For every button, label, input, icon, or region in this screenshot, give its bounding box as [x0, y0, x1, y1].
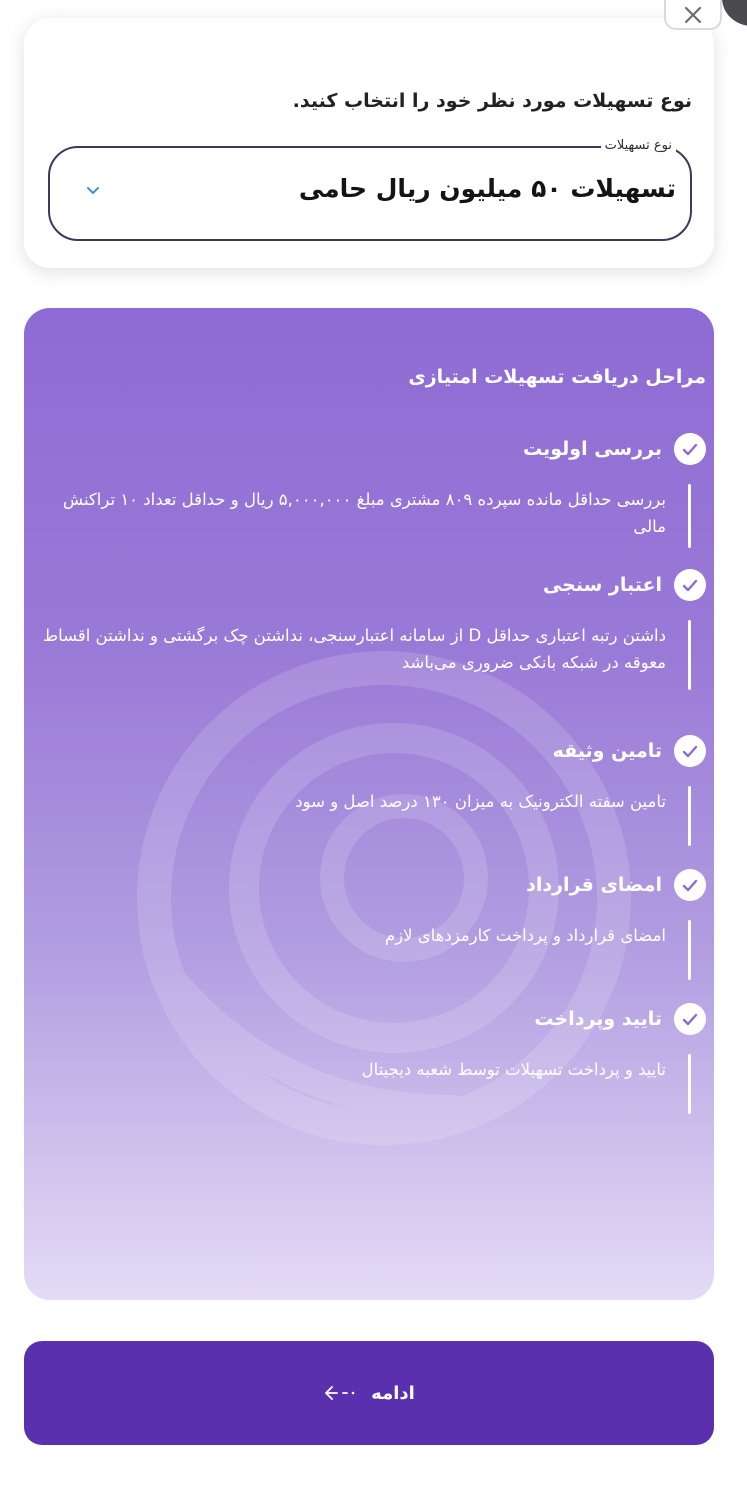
chevron-down-icon[interactable]: [86, 186, 100, 196]
step-title: اعتبار سنجی: [542, 574, 662, 596]
select-field-value: تسهیلات ۵۰ میلیون ریال حامی: [298, 174, 676, 203]
arrow-left-icon: [323, 1385, 357, 1401]
steps-panel: [24, 308, 714, 1300]
step-title: تامین وثیقه: [552, 740, 662, 762]
corner-decoration: [722, 0, 747, 26]
step-approval-payment: [36, 1002, 706, 1122]
facility-type-card: [24, 18, 714, 268]
check-icon: [682, 1013, 698, 1026]
step-description: بررسی حداقل مانده سپرده ۸۰۹ مشتری مبلغ ۵,۰۰۰,۰۰۰ ریال و حداقل تعداد ۱۰ تراکنش مالی: [62, 490, 666, 536]
step-check-circle: [674, 433, 706, 465]
step-description: تامین سفته الکترونیک به میزان ۱۳۰ درصد اصل و سود: [295, 792, 666, 811]
step-check-circle: [674, 869, 706, 901]
step-collateral: [36, 734, 706, 854]
continue-label: ادامه: [371, 1382, 415, 1404]
step-description: داشتن رتبه اعتباری حداقل D از سامانه اعتبارسنجی، نداشتن چک برگشتی و نداشتن اقساط معوقه در شبکه بانکی ضروری می‌باشد: [42, 626, 666, 672]
close-icon: [682, 6, 704, 24]
continue-button[interactable]: [24, 1341, 714, 1445]
step-check-circle: [674, 569, 706, 601]
step-connector-line: [688, 484, 691, 548]
close-button[interactable]: [664, 0, 722, 30]
check-icon: [682, 443, 698, 456]
step-description: تایید و پرداخت تسهیلات توسط شعبه دیجیتال: [361, 1060, 666, 1079]
steps-title: مراحل دریافت تسهیلات امتیازی: [408, 366, 706, 388]
select-field-label: نوع تسهیلات: [601, 137, 676, 155]
step-check-circle: [674, 1003, 706, 1035]
step-description: امضای قرارداد و پرداخت کارمزدهای لازم: [384, 926, 666, 945]
step-connector-line: [688, 1054, 691, 1114]
step-title: بررسی اولویت: [522, 438, 662, 460]
facility-type-select[interactable]: [48, 138, 692, 241]
step-credit-check: [36, 568, 706, 718]
step-connector-line: [688, 920, 691, 980]
step-connector-line: [688, 786, 691, 846]
step-priority-check: [36, 432, 706, 552]
step-contract-signing: [36, 868, 706, 988]
step-title: امضای قرارداد: [526, 874, 662, 896]
check-icon: [682, 745, 698, 758]
check-icon: [682, 579, 698, 592]
step-connector-line: [688, 620, 691, 690]
select-prompt: نوع تسهیلات مورد نظر خود را انتخاب کنید.: [292, 90, 692, 112]
step-title: تایید وپرداخت: [534, 1008, 662, 1030]
check-icon: [682, 879, 698, 892]
step-check-circle: [674, 735, 706, 767]
